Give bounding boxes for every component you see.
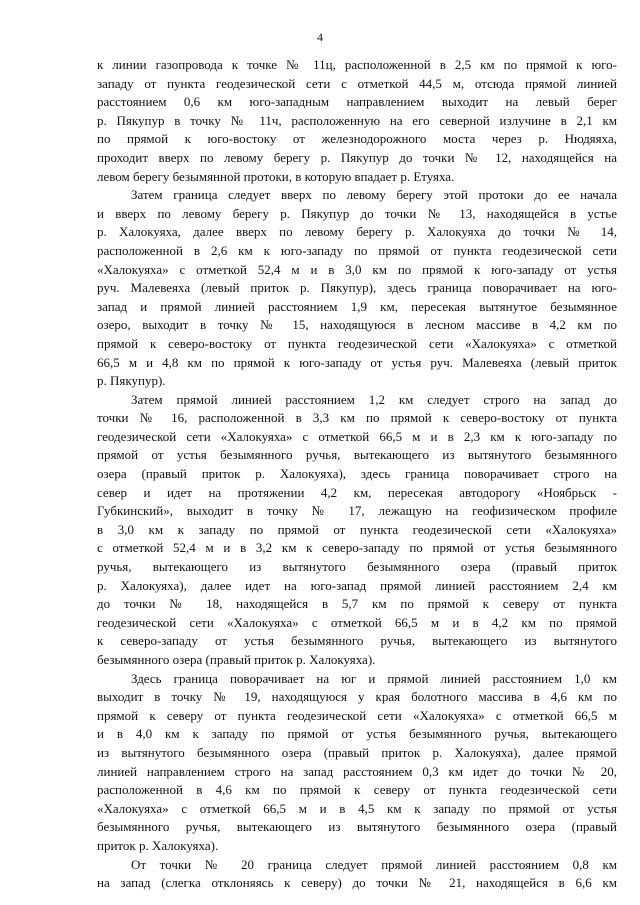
text-line: От точки № 20 граница следует прямой линией расстоянием 0,8 км bbox=[131, 856, 617, 872]
text-line: озера (правый приток р. Халокуяха), здесь граница поворачивает строго на bbox=[97, 466, 617, 482]
text-line: прямой от устья безымянного ручья, вытекающего из вытянутого безымянного bbox=[97, 447, 617, 463]
text-line: из вытянутого безымянного озера (правый приток р. Халокуяха), далее прямой bbox=[97, 744, 617, 760]
text-line: р. Халокуяха, далее вверх по левому берегу р. Халокуяха до точки № 14, bbox=[97, 224, 617, 240]
text-line: линией направлением строго на запад расстоянием 0,3 км идет до точки № 20, bbox=[97, 763, 617, 779]
text-line: с отметкой 52,4 м и в 3,2 км к северо-западу по прямой от устья безымянного bbox=[97, 540, 617, 556]
text-line: Затем граница следует вверх по левому берегу этой протоки до ее начала bbox=[131, 187, 617, 203]
text-line: прямой к северу от пункта геодезической сети «Халокуяха» с отметкой 66,5 м bbox=[97, 707, 617, 723]
paragraph bbox=[97, 56, 617, 186]
paragraph bbox=[97, 391, 617, 670]
text-line: р. Пякупур в точку № 11ч, расположенную на его северной излучине в 2,1 км bbox=[97, 112, 617, 128]
text-line: р. Пякупур). bbox=[97, 373, 166, 389]
text-line: 66,5 м и 4,8 км по прямой к юго-западу от устья руч. Малевеяха (левый приток bbox=[97, 354, 617, 370]
text-line: расположенной в 4,6 км по прямой к северу от пункта геодезической сети bbox=[97, 782, 617, 798]
text-line: безымянного ручья, вытекающего из вытянутого безымянного озера (правый bbox=[97, 819, 617, 835]
text-line: озеро, выходит в точку № 15, находящуюся в лесном массиве в 4,2 км по bbox=[97, 317, 617, 333]
text-line: расположенной в 2,6 км к юго-западу по прямой от пункта геодезической сети bbox=[97, 242, 617, 258]
text-line: приток р. Халокуяха). bbox=[97, 837, 219, 853]
text-line: к линии газопровода к точке № 11ц, расположенной в 2,5 км по прямой к юго- bbox=[97, 57, 617, 72]
text-line: ручья, вытекающего из вытянутого безымянного озера (правый приток bbox=[97, 559, 617, 575]
text-line: запад и прямой линией расстоянием 1,9 км, пересекая вытянутое безымянное bbox=[97, 298, 617, 314]
text-line: р. Халокуяха), далее идет на юго-запад прямой линией расстоянием 2,4 км bbox=[97, 577, 617, 593]
text-line: «Халокуяха» с отметкой 52,4 м и в 3,0 км по прямой к юго-западу от устья bbox=[97, 261, 617, 277]
text-line: Здесь граница поворачивает на юг и прямой линией расстоянием 1,0 км bbox=[131, 670, 617, 686]
text-line: расстоянием 0,6 км юго-западным направлением выходит на левый берег bbox=[97, 94, 617, 110]
paragraph bbox=[97, 856, 617, 893]
text-line: по прямой к юго-востоку от железнодорожного моста через р. Нюдяяха, bbox=[97, 131, 617, 147]
text-line: геодезической сети «Халокуяха» с отметкой 66,5 м и в 2,3 км к юго-западу по bbox=[97, 428, 617, 444]
page-number: 4 bbox=[317, 30, 323, 44]
paragraph bbox=[97, 186, 617, 391]
text-line: на запад (слегка отклоняясь к северу) до точки № 21, находящейся в 6,6 км bbox=[97, 875, 617, 891]
text-line: прямой к северо-востоку от пункта геодезической сети «Халокуяха» с отметкой bbox=[97, 335, 617, 351]
text-line: Губкинский», выходит в точку № 17, лежащую на геофизическом профиле bbox=[97, 503, 617, 519]
text-line: до точки № 18, находящейся в 5,7 км по прямой к северу от пункта bbox=[97, 596, 617, 612]
text-line: и в 4,0 км к западу по прямой от устья безымянного ручья, вытекающего bbox=[97, 726, 617, 742]
text-line: к северо-западу от устья безымянного ручья, вытекающего из вытянутого bbox=[97, 633, 617, 649]
text-line: «Халокуяха» с отметкой 66,5 м и в 4,5 км к западу по прямой от устья bbox=[97, 800, 617, 816]
text-line: выходит в точку № 19, находящуюся у края болотного массива в 4,6 км по bbox=[97, 689, 617, 705]
text-line: север и идет на протяжении 4,2 км, пересекая автодорогу «Ноябрьск - bbox=[97, 484, 617, 500]
paragraph bbox=[97, 670, 617, 856]
text-line: руч. Малевеяха (левый приток р. Пякупур), здесь граница поворачивает на юго- bbox=[97, 280, 617, 296]
text-line: в 3,0 км к западу по прямой от пункта геодезической сети «Халокуяха» bbox=[97, 521, 617, 537]
text-line: точки № 16, расположенной в 3,3 км по прямой к северо-востоку от пункта bbox=[97, 410, 617, 426]
text-line: западу от пункта геодезической сети с отметкой 44,5 м, отсюда прямой линией bbox=[97, 75, 617, 91]
text-line: Затем прямой линией расстоянием 1,2 км следует строго на запад до bbox=[131, 391, 617, 407]
document-body bbox=[97, 56, 617, 893]
text-line: геодезической сети «Халокуяха» с отметкой 66,5 м и в 4,2 км по прямой bbox=[97, 614, 617, 630]
text-line: левом берегу безымянной протоки, в которую впадает р. Етуяха. bbox=[97, 168, 455, 184]
text-line: и вверх по левому берегу р. Пякупур до точки № 13, находящейся в устье bbox=[97, 205, 617, 221]
text-line: безымянного озера (правый приток р. Халокуяха). bbox=[97, 652, 376, 667]
text-line: проходит вверх по левому берегу р. Пякупур до точки № 12, находящейся на bbox=[97, 149, 617, 165]
